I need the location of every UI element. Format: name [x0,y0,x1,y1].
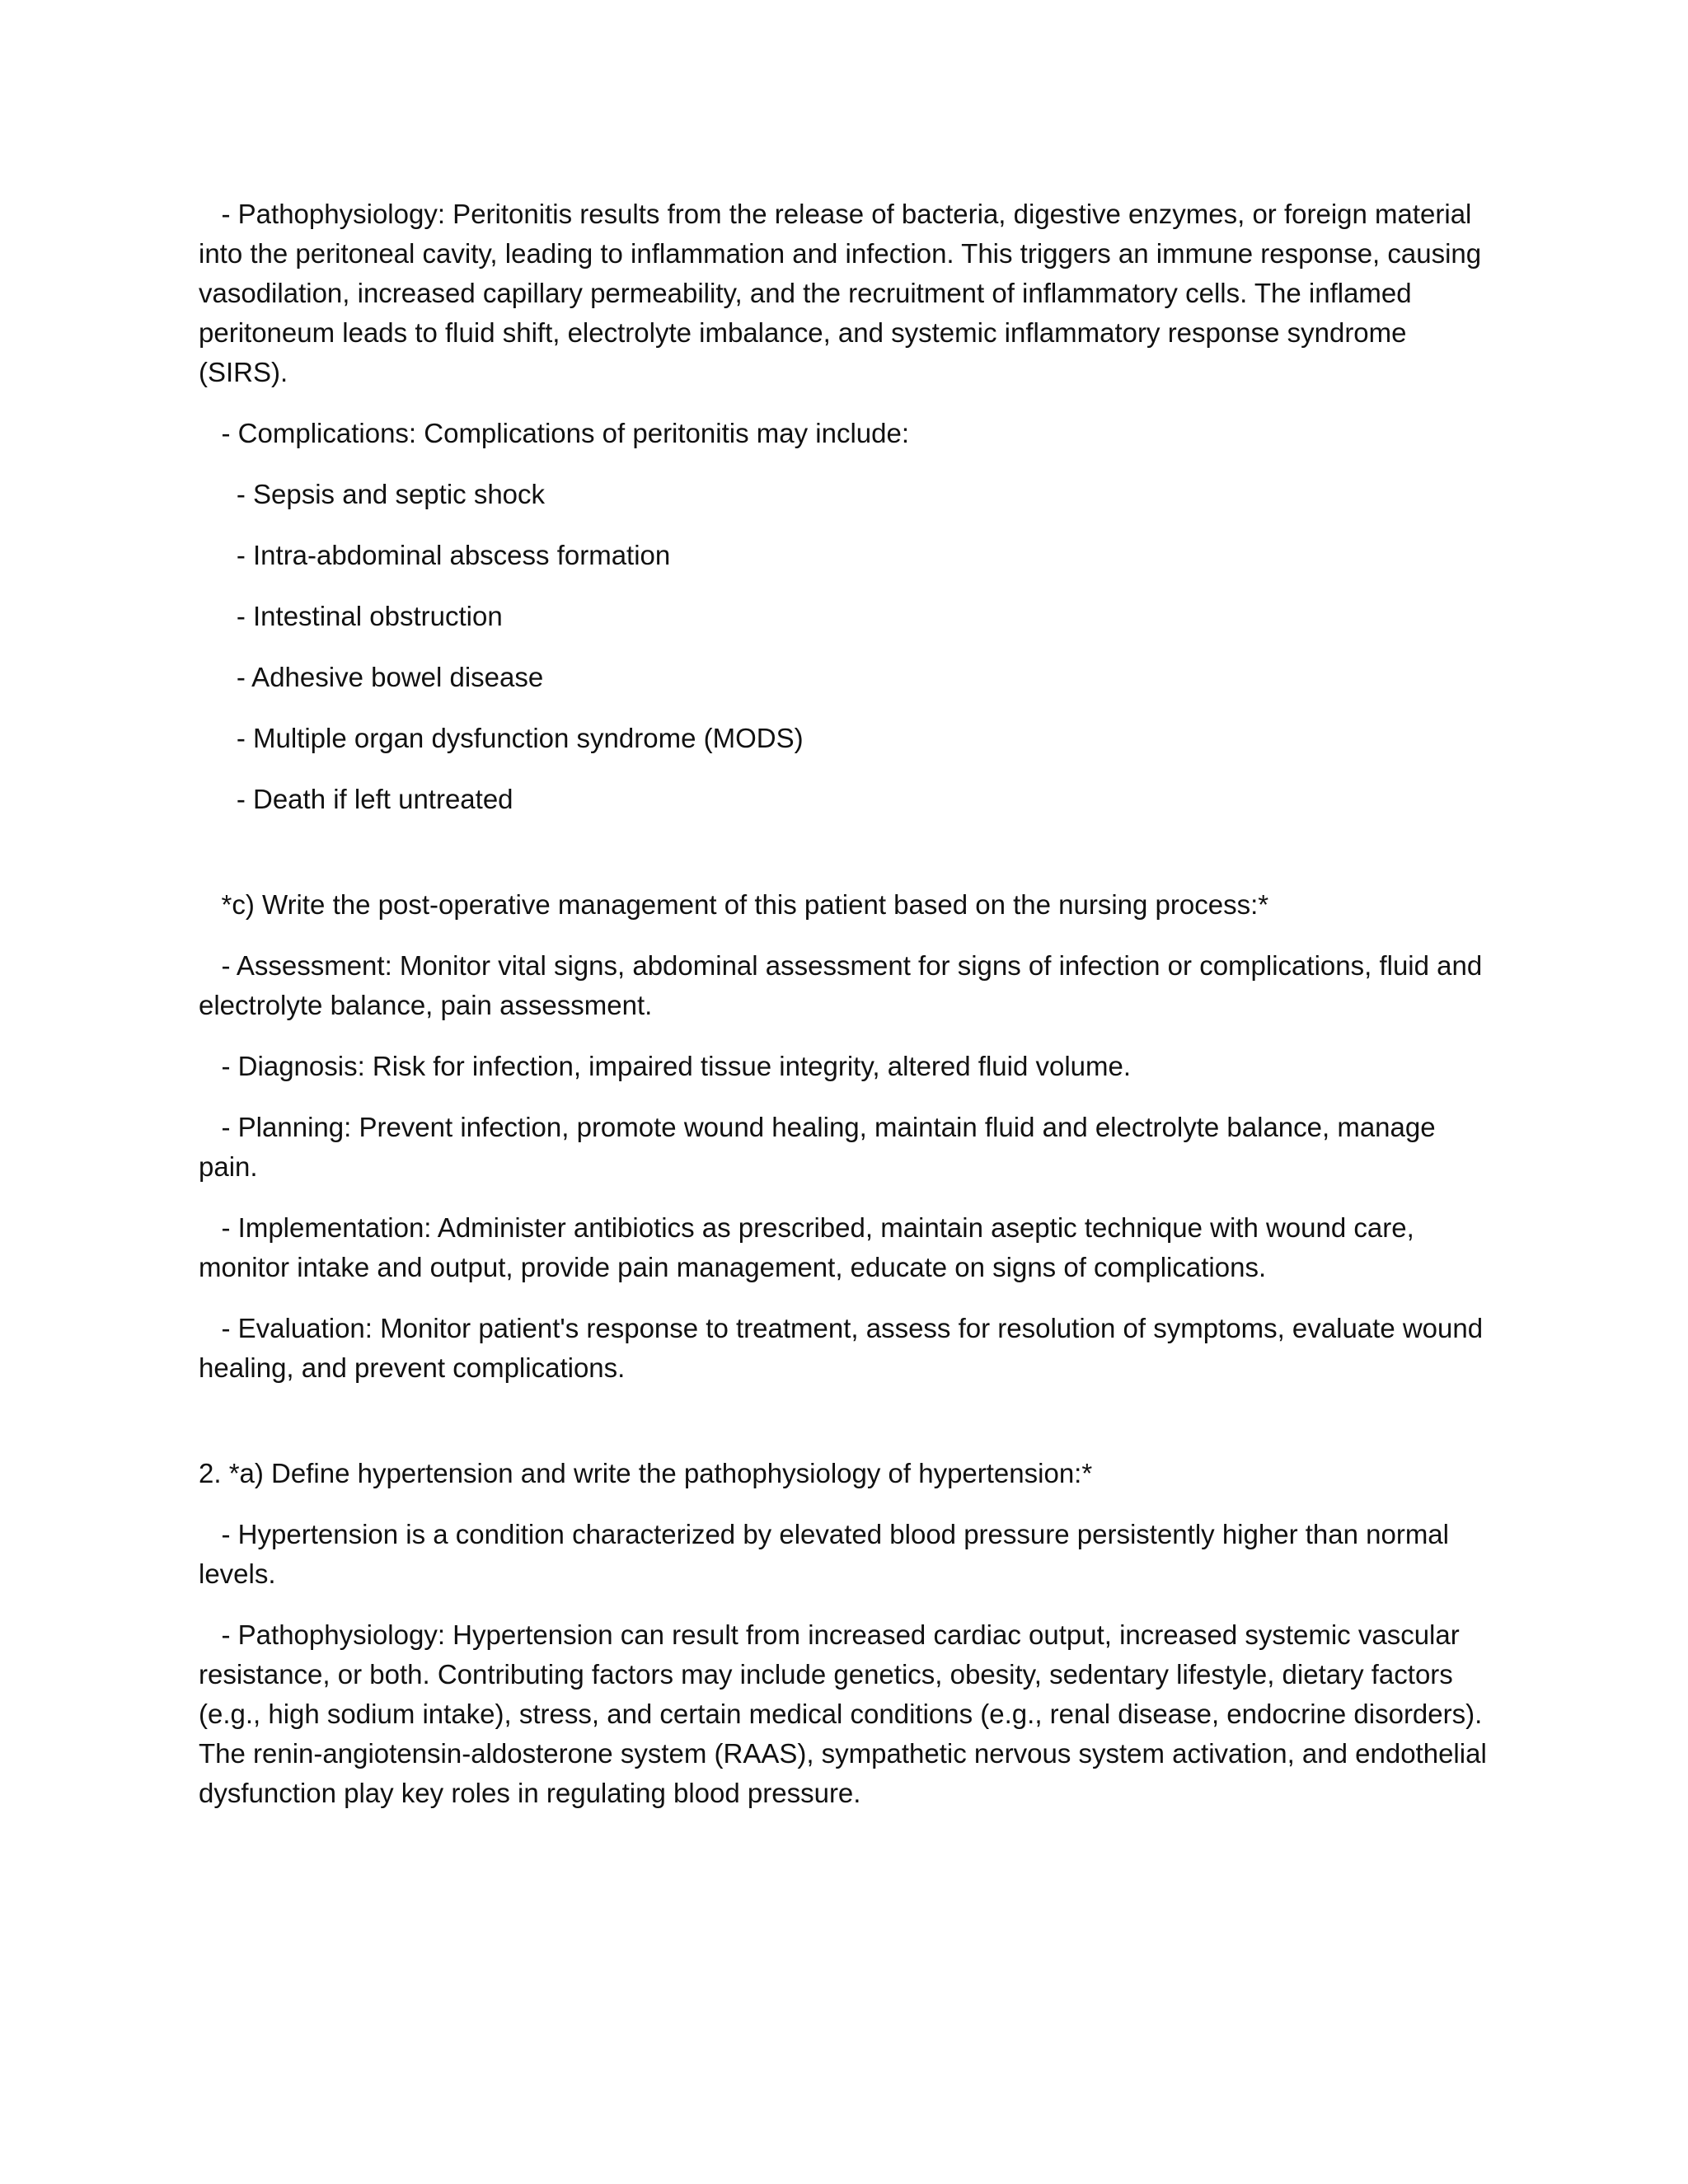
complication-item-abscess: - Intra-abdominal abscess formation [199,540,671,570]
section-gap [199,1409,1489,1454]
implementation-paragraph: - Implementation: Administer antibiotics as prescribed, maintain aseptic technique with wound care, monitor intake and output, provide pain management, educate on signs of complications. [199,1212,1422,1282]
hypertension-pathophysiology-paragraph: - Pathophysiology: Hypertension can result from increased cardiac output, increased systemic vascular resistance, or both. Contributing factors may include genetics, obesity, sedentary lifestyle, dietary factors (e.g., high sodium intake), stress, and certain medical conditions (e.g., renal disease, endocrine disorders). The renin-angiotensin-aldosterone system (RAAS), sympathetic nervous system activation, and endothelial dysfunction play key roles in regulating blood pressure. [199,1619,1494,1808]
complication-item-mods: - Multiple organ dysfunction syndrome (MODS) [199,723,804,753]
document-content [199,194,1494,1835]
peritonitis-pathophysiology-paragraph: - Pathophysiology: Peritonitis results from the release of bacteria, digestive enzymes, or foreign material into the peritoneal cavity, leading to inflammation and infection. This triggers an immune response, causing vasodilation, increased capillary permeability, and the recruitment of inflammatory cells. The inflamed peritoneum leads to fluid shift, electrolyte imbalance, and systemic inflammatory response syndrome (SIRS). [199,199,1489,387]
evaluation-paragraph: - Evaluation: Monitor patient's response to treatment, assess for resolution of symptoms, evaluate wound healing, and prevent complications. [199,1313,1491,1383]
complication-item-death: - Death if left untreated [199,784,513,814]
complication-item-sepsis: - Sepsis and septic shock [199,479,546,509]
assessment-paragraph: - Assessment: Monitor vital signs, abdominal assessment for signs of infection or complications, fluid and electrolyte balance, pain assessment. [199,950,1490,1020]
complications-intro: - Complications: Complications of peritonitis may include: [199,418,910,448]
diagnosis-paragraph: - Diagnosis: Risk for infection, impaired tissue integrity, altered fluid volume. [199,1051,1132,1081]
section-gap [199,841,1489,885]
hypertension-definition-paragraph: - Hypertension is a condition characterized by elevated blood pressure persistently higher than normal levels. [199,1519,1457,1589]
complication-item-adhesive-bowel: - Adhesive bowel disease [199,662,544,692]
planning-paragraph: - Planning: Prevent infection, promote wound healing, maintain fluid and electrolyte balance, manage pain. [199,1112,1443,1182]
complication-item-obstruction: - Intestinal obstruction [199,601,503,631]
question-2a-heading: 2. *a) Define hypertension and write the pathophysiology of hypertension:* [199,1458,1093,1488]
question-c-heading: *c) Write the post-operative management of this patient based on the nursing process:* [199,889,1269,920]
